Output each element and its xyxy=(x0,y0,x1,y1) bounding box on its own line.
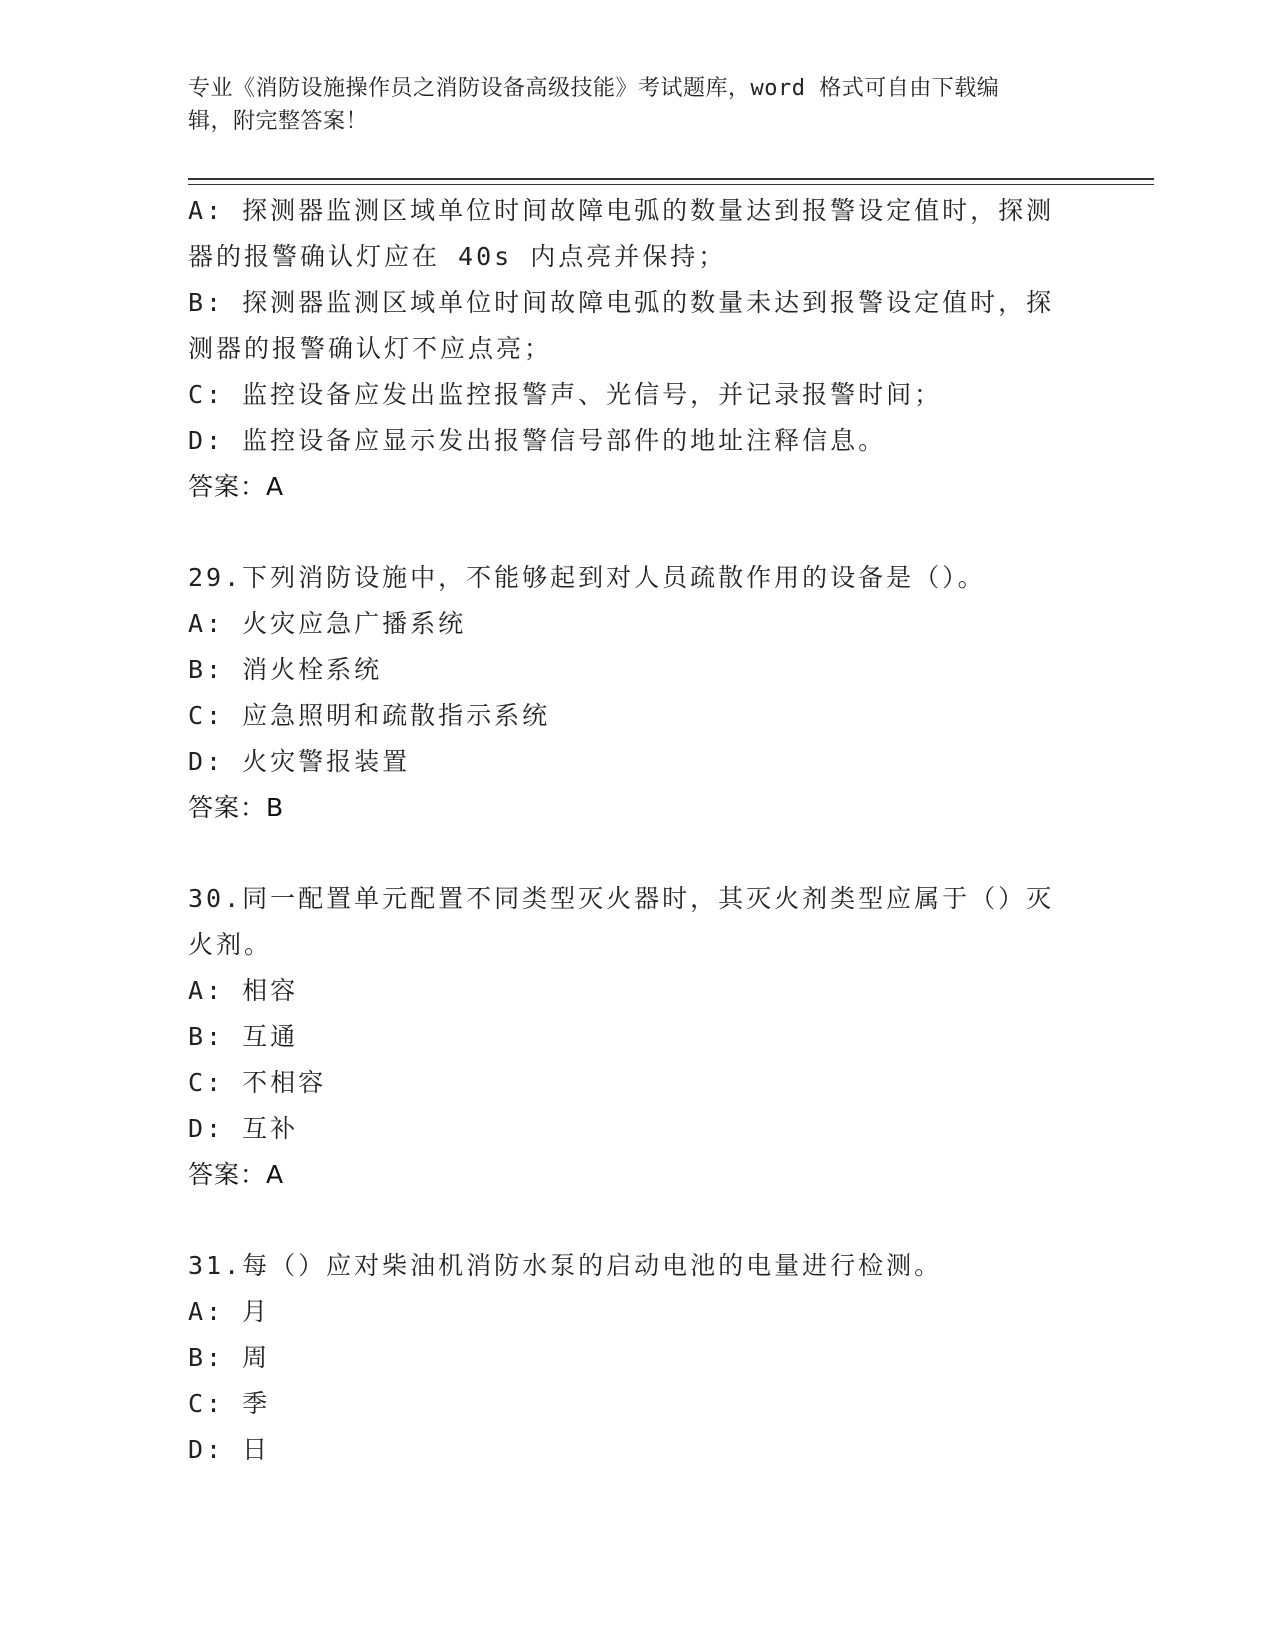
q31-option-b: B: 周 xyxy=(188,1343,271,1372)
q30-option-c: C: 不相容 xyxy=(188,1068,327,1097)
q30-answer: 答案：A xyxy=(188,1160,285,1189)
question-28 xyxy=(188,188,1088,510)
header-line-1: 专业《消防设施操作员之消防设备高级技能》考试题库，word 格式可自由下载编 xyxy=(188,76,1000,101)
q29-option-d: D: 火灾警报装置 xyxy=(188,747,411,776)
q31-option-c: C: 季 xyxy=(188,1389,271,1418)
document-header xyxy=(188,72,1068,138)
header-line-2: 辑，附完整答案！ xyxy=(188,109,369,134)
q30-stem-line-1: 30.同一配置单元配置不同类型灭火器时，其灭火剂类型应属于（）灭 xyxy=(188,884,1055,913)
spacer xyxy=(188,1198,1088,1243)
q30-option-d: D: 互补 xyxy=(188,1114,299,1143)
q28-option-b-line-1: B: 探测器监测区域单位时间故障电弧的数量未达到报警设定值时，探 xyxy=(188,288,1055,317)
q30-option-a: A: 相容 xyxy=(188,976,299,1005)
q28-option-a-line-1: A: 探测器监测区域单位时间故障电弧的数量达到报警设定值时，探测 xyxy=(188,196,1055,225)
spacer xyxy=(188,510,1088,555)
q31-option-d: D: 日 xyxy=(188,1435,271,1464)
question-list xyxy=(188,188,1088,1473)
q28-answer: 答案：A xyxy=(188,472,285,501)
q28-option-a-line-2: 器的报警确认灯应在 40s 内点亮并保持； xyxy=(188,242,727,271)
q30-option-b: B: 互通 xyxy=(188,1022,299,1051)
q29-option-b: B: 消火栓系统 xyxy=(188,655,383,684)
question-30 xyxy=(188,876,1088,1198)
q29-answer: 答案：B xyxy=(188,793,285,822)
q31-stem: 31.每（）应对柴油机消防水泵的启动电池的电量进行检测。 xyxy=(188,1251,943,1280)
q29-option-c: C: 应急照明和疏散指示系统 xyxy=(188,701,551,730)
q29-stem: 29.下列消防设施中，不能够起到对人员疏散作用的设备是（）。 xyxy=(188,563,986,592)
q31-option-a: A: 月 xyxy=(188,1297,271,1326)
question-29 xyxy=(188,555,1088,831)
q28-option-d: D: 监控设备应显示发出报警信号部件的地址注释信息。 xyxy=(188,426,887,455)
header-divider-thick xyxy=(188,178,1154,180)
spacer xyxy=(188,831,1088,876)
q30-stem-line-2: 火剂。 xyxy=(188,930,273,959)
q28-option-c: C: 监控设备应发出监控报警声、光信号，并记录报警时间； xyxy=(188,380,943,409)
q28-option-b-line-2: 测器的报警确认灯不应点亮； xyxy=(188,334,553,363)
header-divider-thin xyxy=(188,184,1154,185)
question-31 xyxy=(188,1243,1088,1473)
q29-option-a: A: 火灾应急广播系统 xyxy=(188,609,467,638)
